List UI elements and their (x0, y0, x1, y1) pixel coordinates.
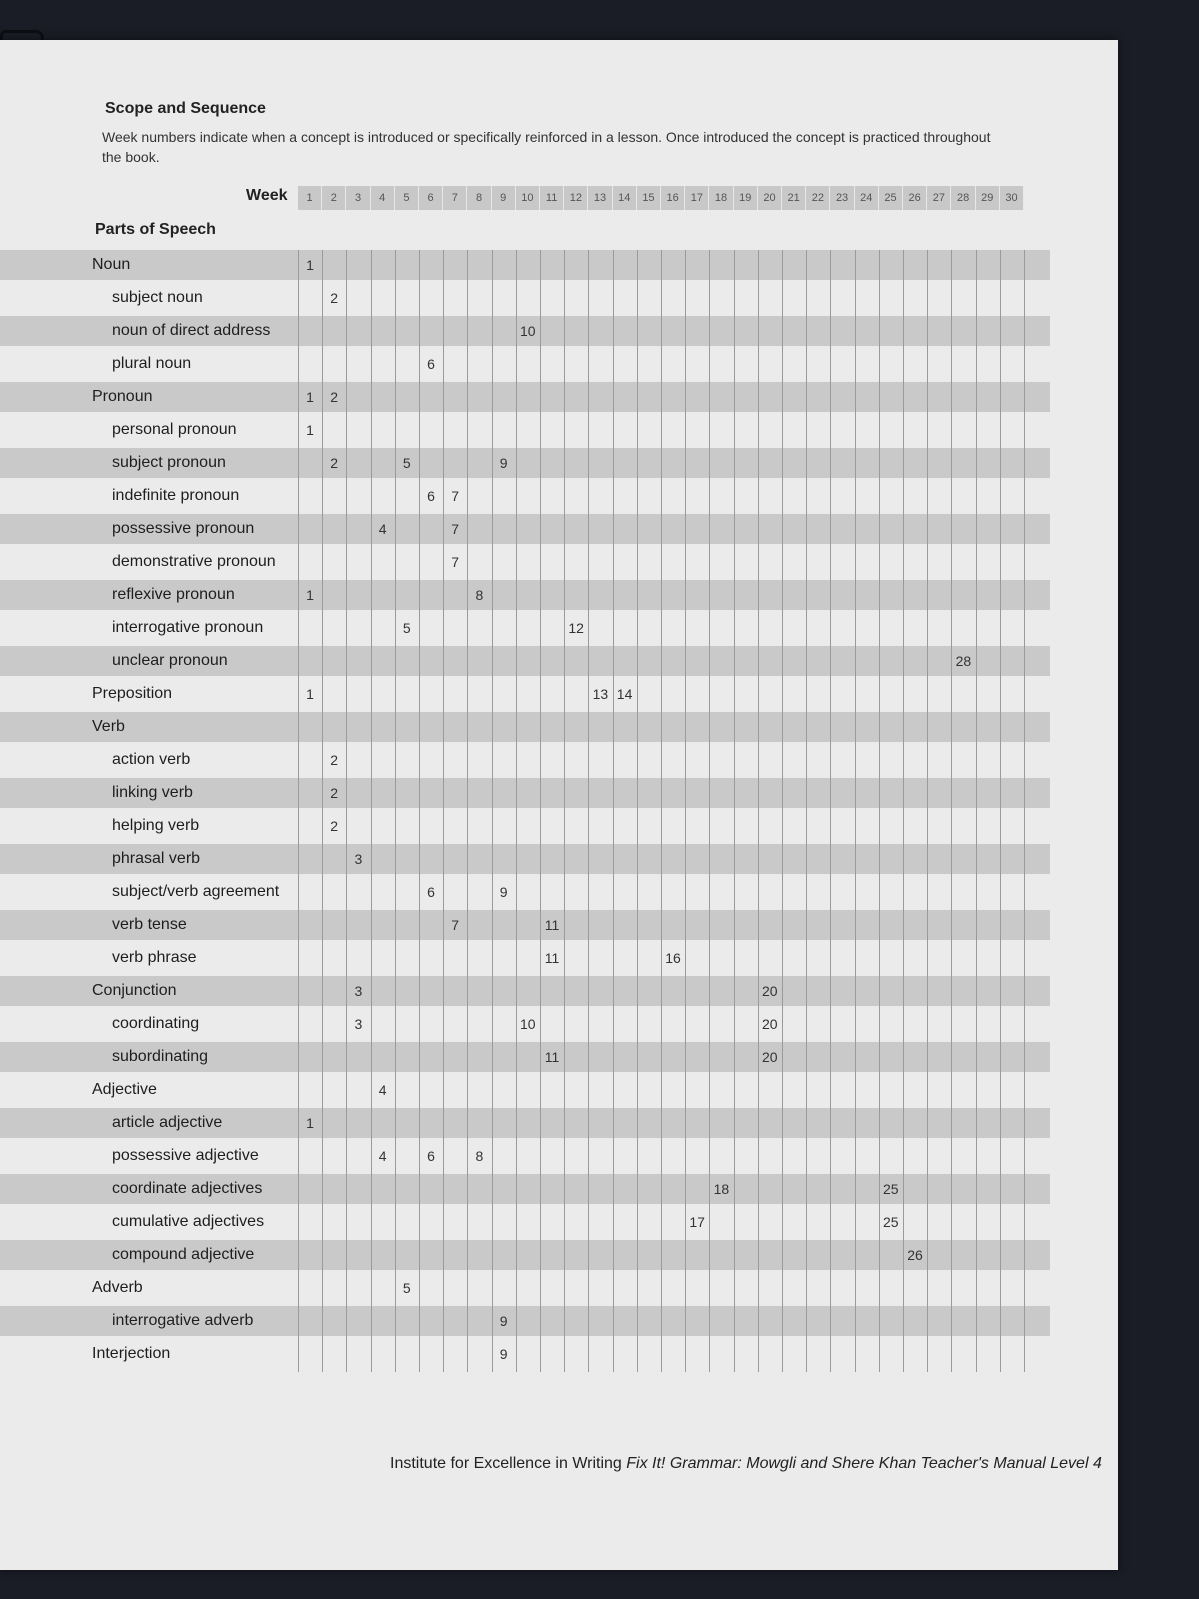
row-label: linking verb (112, 784, 193, 801)
week-entry: 20 (762, 1049, 778, 1065)
week-entry: 1 (306, 587, 314, 603)
week-entry: 9 (499, 455, 508, 471)
week-number: 12 (564, 186, 588, 210)
week-entry: 11 (544, 917, 560, 933)
week-number: 4 (371, 186, 395, 210)
row-label: verb tense (112, 916, 187, 933)
row-label: Pronoun (92, 388, 153, 405)
table-row (0, 1075, 1050, 1105)
week-entry: 2 (330, 455, 339, 471)
row-label: demonstrative pronoun (112, 553, 276, 570)
week-number: 24 (855, 186, 879, 210)
week-entry: 4 (378, 521, 387, 537)
footer-book-title: Fix It! Grammar: Mowgli and Shere Khan Teacher's Manual Level 4 (626, 1455, 1102, 1472)
week-number: 10 (516, 186, 540, 210)
row-label: noun of direct address (112, 322, 271, 339)
week-number: 1 (298, 186, 322, 210)
row-label: helping verb (112, 817, 200, 834)
row-label: possessive pronoun (112, 520, 255, 537)
row-label: Verb (92, 718, 125, 735)
week-number: 29 (976, 186, 1000, 210)
week-entry: 20 (762, 983, 778, 999)
row-label: Preposition (92, 685, 173, 702)
row-label: coordinate adjectives (112, 1180, 263, 1197)
row-label: Conjunction (92, 982, 177, 999)
week-number: 19 (734, 186, 758, 210)
table-row (0, 778, 1050, 808)
week-number: 5 (395, 186, 419, 210)
week-entry: 11 (544, 1049, 560, 1065)
row-label: subject/verb agreement (112, 883, 280, 900)
week-entry: 9 (499, 884, 508, 900)
week-entry: 25 (883, 1214, 899, 1230)
week-entry: 2 (330, 389, 339, 405)
table-row (0, 250, 1050, 280)
table-row (0, 943, 1050, 973)
week-label: Week (246, 187, 288, 204)
table-row (0, 448, 1050, 478)
row-label: verb phrase (112, 949, 197, 966)
week-number: 17 (685, 186, 709, 210)
row-label: interrogative adverb (112, 1312, 254, 1329)
table-row (0, 910, 1050, 940)
week-number: 14 (613, 186, 637, 210)
table-row (0, 514, 1050, 544)
week-entry: 8 (475, 587, 484, 603)
table-row (0, 811, 1050, 841)
table-row (0, 679, 1050, 709)
week-entry: 1 (306, 686, 314, 702)
row-label: compound adjective (112, 1246, 255, 1263)
week-entry: 12 (568, 620, 584, 636)
table-row (0, 1108, 1050, 1138)
week-entry: 1 (306, 389, 314, 405)
table-row (0, 1009, 1050, 1039)
week-entry: 2 (330, 785, 339, 801)
row-label: phrasal verb (112, 850, 201, 867)
row-label: article adjective (112, 1114, 223, 1131)
week-entry: 17 (689, 1214, 705, 1230)
table-row (0, 1207, 1050, 1237)
week-entry: 11 (544, 950, 560, 966)
week-entry: 7 (451, 554, 460, 570)
week-entry: 2 (330, 818, 339, 834)
week-number: 3 (346, 186, 370, 210)
row-label: Interjection (92, 1345, 171, 1362)
week-number: 18 (709, 186, 733, 210)
table-row (0, 547, 1050, 577)
week-entry: 6 (427, 356, 435, 372)
table-row (0, 316, 1050, 346)
table-row (0, 745, 1050, 775)
table-row (0, 646, 1050, 676)
week-entry: 1 (306, 257, 314, 273)
row-label: Noun (92, 256, 131, 273)
row-label: interrogative pronoun (112, 619, 264, 636)
week-entry: 3 (354, 1016, 363, 1032)
week-entry: 26 (907, 1247, 923, 1263)
page-description: Week numbers indicate when a concept is introduced or specifically reinforced in a lesson. Once introduced the concept is practiced throughout the book. (102, 129, 991, 165)
table-row (0, 877, 1050, 907)
table-row (0, 1240, 1050, 1270)
footer-publisher: Institute for Excellence in Writing (390, 1455, 622, 1472)
week-entry: 5 (402, 620, 411, 636)
week-number: 21 (782, 186, 806, 210)
week-entry: 3 (354, 983, 363, 999)
scope-sequence-table (0, 250, 1050, 1372)
table-row (0, 712, 1050, 742)
week-entry: 9 (499, 1346, 508, 1362)
week-entry: 4 (378, 1082, 387, 1098)
week-number: 26 (903, 186, 927, 210)
week-number: 9 (492, 186, 516, 210)
table-row (0, 481, 1050, 511)
week-entry: 1 (306, 1115, 314, 1131)
week-entry: 28 (955, 653, 972, 669)
week-number: 7 (443, 186, 467, 210)
week-entry: 3 (354, 851, 363, 867)
week-entry: 13 (592, 686, 609, 702)
week-number: 22 (806, 186, 830, 210)
row-label: coordinating (112, 1015, 200, 1032)
week-number: 25 (879, 186, 903, 210)
week-entry: 7 (451, 521, 460, 537)
week-number: 30 (1000, 186, 1024, 210)
week-entry: 2 (330, 290, 339, 306)
week-number: 28 (951, 186, 975, 210)
table-row (0, 1306, 1050, 1336)
table-row (0, 613, 1050, 643)
week-entry: 6 (427, 884, 435, 900)
week-entry: 8 (475, 1148, 484, 1164)
row-label: plural noun (112, 355, 192, 372)
week-entry: 5 (402, 1280, 411, 1296)
row-label: action verb (112, 751, 191, 768)
week-entry: 25 (883, 1181, 899, 1197)
week-entry: 6 (427, 1148, 435, 1164)
row-label: Adverb (92, 1279, 143, 1296)
table-row (0, 976, 1050, 1006)
table-row (0, 844, 1050, 874)
page-title: Scope and Sequence (105, 100, 266, 117)
week-entry: 7 (451, 488, 460, 504)
table-row (0, 283, 1050, 313)
week-entry: 2 (330, 752, 339, 768)
row-label: Adjective (92, 1081, 157, 1098)
week-header-bar (298, 186, 1024, 210)
week-entry: 9 (499, 1313, 508, 1329)
week-number: 27 (927, 186, 951, 210)
table-row (0, 1273, 1050, 1303)
week-entry: 10 (520, 1016, 536, 1032)
week-number: 2 (322, 186, 346, 210)
row-label: personal pronoun (112, 421, 237, 438)
week-number: 20 (758, 186, 782, 210)
week-entry: 5 (402, 455, 411, 471)
page-footer (390, 1455, 1102, 1473)
row-label: possessive adjective (112, 1147, 259, 1164)
section-heading: Parts of Speech (95, 221, 216, 238)
row-label: indefinite pronoun (112, 487, 240, 504)
week-number: 8 (467, 186, 491, 210)
row-label: subject pronoun (112, 454, 226, 471)
week-number: 11 (540, 186, 564, 210)
row-label: cumulative adjectives (112, 1213, 265, 1230)
week-entry: 1 (306, 422, 314, 438)
week-entry: 14 (616, 686, 633, 702)
week-number: 15 (637, 186, 661, 210)
week-entry: 18 (713, 1181, 730, 1197)
table-row (0, 1141, 1050, 1171)
week-entry: 7 (451, 917, 460, 933)
table-row (0, 580, 1050, 610)
row-label: subject noun (112, 289, 203, 306)
week-number: 13 (588, 186, 612, 210)
week-number: 23 (830, 186, 854, 210)
week-entry: 4 (378, 1148, 387, 1164)
week-entry: 6 (427, 488, 435, 504)
week-number: 6 (419, 186, 443, 210)
table-row (0, 1042, 1050, 1072)
week-entry: 16 (665, 950, 681, 966)
week-entry: 10 (520, 323, 536, 339)
table-row (0, 382, 1050, 412)
row-label: subordinating (112, 1048, 209, 1065)
table-row (0, 1339, 1050, 1369)
row-label: unclear pronoun (112, 652, 228, 669)
week-entry: 20 (762, 1016, 778, 1032)
row-label: reflexive pronoun (112, 586, 235, 603)
table-row (0, 1174, 1050, 1204)
table-row (0, 415, 1050, 445)
table-row (0, 349, 1050, 379)
week-number: 16 (661, 186, 685, 210)
